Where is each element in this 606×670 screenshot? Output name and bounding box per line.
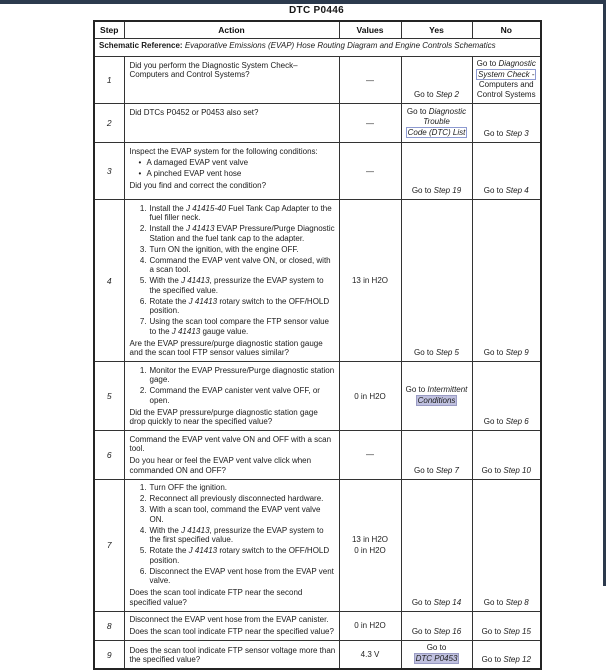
table-row xyxy=(94,479,541,611)
text-run: Go to xyxy=(426,643,447,652)
list-number: 1. xyxy=(139,203,147,213)
goto-line xyxy=(404,117,470,127)
goto-line xyxy=(475,186,539,196)
link-system-check[interactable]: System Check - xyxy=(478,70,535,79)
action-num xyxy=(130,317,336,336)
action-cell xyxy=(124,362,339,431)
text-run: Go to xyxy=(483,129,506,138)
text-run: Step 12 xyxy=(503,655,531,664)
action-num xyxy=(130,245,336,255)
action-num xyxy=(130,567,336,586)
goto-line xyxy=(475,655,539,665)
dtc-table xyxy=(93,20,542,670)
goto-line xyxy=(475,348,539,358)
step-cell: 5 xyxy=(94,362,124,431)
goto-line xyxy=(404,186,470,196)
header-row xyxy=(94,21,541,39)
no-cell xyxy=(472,431,541,480)
value-text: — xyxy=(366,450,374,460)
schematic-reference-text: Evaporative Emissions (EVAP) Hose Routing Diagram and Engine Controls Schematics xyxy=(184,41,496,50)
tool-number: J 41413 xyxy=(188,546,218,555)
yes-cell xyxy=(401,611,472,641)
table-row xyxy=(94,200,541,362)
goto-line xyxy=(404,627,470,637)
goto-line xyxy=(404,466,470,476)
action-num xyxy=(130,224,336,243)
step-cell: 8 xyxy=(94,611,124,641)
text-run: Step 14 xyxy=(433,597,462,607)
values-cell xyxy=(339,479,401,611)
table-row xyxy=(94,641,541,670)
list-text: With a scan tool, command the EVAP vent valve ON. xyxy=(149,505,321,524)
text-run: Go to xyxy=(414,348,436,357)
action-num xyxy=(130,386,336,405)
action-cell xyxy=(124,200,339,362)
action-bullet xyxy=(130,169,336,179)
text-run: Step 4 xyxy=(505,186,529,195)
table-row xyxy=(94,57,541,104)
text-run: Computers and xyxy=(478,80,534,89)
text-run: Go to xyxy=(411,597,434,607)
action-bullet xyxy=(130,158,336,168)
table-row xyxy=(94,104,541,143)
yes-cell xyxy=(401,431,472,480)
schematic-reference-label: Schematic Reference: xyxy=(99,41,183,50)
list-text: Using the scan tool compare the FTP sensor value to the J 41413 gauge value. xyxy=(149,317,329,336)
goto-line xyxy=(475,90,539,100)
action-cell xyxy=(124,479,339,611)
no-cell xyxy=(472,479,541,611)
bullet-icon: • xyxy=(138,157,142,167)
header-no: No xyxy=(472,21,541,39)
action-num xyxy=(130,256,336,275)
step-cell: 4 xyxy=(94,200,124,362)
step-cell: 7 xyxy=(94,479,124,611)
action-cell xyxy=(124,143,339,200)
action-p: Command the EVAP vent valve ON and OFF with a scan tool. xyxy=(129,434,332,453)
yes-cell xyxy=(401,362,472,431)
values-cell xyxy=(339,57,401,104)
yes-cell xyxy=(401,641,472,670)
goto-line xyxy=(475,80,539,90)
list-text: Reconnect all previously disconnected hardware. xyxy=(149,494,324,503)
text-run: Go to xyxy=(406,107,429,116)
list-number: 4. xyxy=(139,255,147,265)
list-text: Monitor the EVAP Pressure/Purge diagnostic station gage. xyxy=(149,365,335,384)
text-run: Diagnostic xyxy=(498,59,536,68)
list-number: 7. xyxy=(139,317,147,326)
value-text: 13 in H2O xyxy=(351,535,389,544)
text-run: Step 7 xyxy=(435,465,459,475)
dtc-table-body xyxy=(94,57,541,670)
text-run: Step 19 xyxy=(433,186,462,195)
text-run: Step 3 xyxy=(505,129,529,138)
step-cell: 6 xyxy=(94,431,124,480)
goto-line xyxy=(404,643,470,664)
action-q: Did you find and correct the condition? xyxy=(129,180,267,190)
action-p: Did DTCs P0452 or P0453 also set? xyxy=(129,107,259,117)
action-q: Are the EVAP pressure/purge diagnostic station gauge and the scan tool FTP sensor values similar? xyxy=(129,338,323,357)
list-text: Rotate the J 41413 rotary switch to the OFF/HOLD position. xyxy=(149,546,330,565)
action-num xyxy=(130,505,336,524)
text-run: Go to xyxy=(483,597,506,607)
goto-line xyxy=(475,59,539,69)
action-num xyxy=(130,297,336,316)
list-number: 2. xyxy=(139,494,147,503)
text-run: Trouble xyxy=(423,117,450,126)
no-cell xyxy=(472,57,541,104)
text-run: Control Systems xyxy=(476,90,536,99)
header-values: Values xyxy=(339,21,401,39)
text-run: Go to xyxy=(476,59,499,68)
goto-line xyxy=(404,127,470,138)
goto-line xyxy=(404,598,470,608)
yes-cell xyxy=(401,143,472,200)
page-title: DTC P0446 xyxy=(289,5,344,16)
goto-line xyxy=(475,466,539,476)
values-cell xyxy=(339,611,401,641)
table-row xyxy=(94,362,541,431)
text-run: Step 10 xyxy=(503,465,531,475)
yes-cell xyxy=(401,479,472,611)
list-text: Command the EVAP canister vent valve OFF, or open. xyxy=(149,386,320,405)
text-run: Go to xyxy=(483,186,506,195)
action-cell xyxy=(124,104,339,143)
goto-line xyxy=(404,395,470,406)
link-conditions[interactable]: Conditions xyxy=(417,396,456,405)
text-run: Step 9 xyxy=(505,348,529,357)
list-text: Disconnect the EVAP vent hose from the EVAP vent valve. xyxy=(149,566,334,585)
header-step: Step xyxy=(94,21,124,39)
text-run: Step 16 xyxy=(433,627,462,636)
yes-cell xyxy=(401,57,472,104)
text-run: Diagnostic xyxy=(428,107,467,116)
tool-number: J 41413 xyxy=(185,224,215,233)
list-text: Rotate the J 41413 rotary switch to the OFF/HOLD position. xyxy=(149,296,330,315)
table-row xyxy=(94,431,541,480)
values-cell xyxy=(339,200,401,362)
text-run: Step 15 xyxy=(503,627,531,636)
goto-line xyxy=(404,90,470,100)
list-number: 4. xyxy=(139,525,147,535)
no-cell xyxy=(472,362,541,431)
action-cell xyxy=(124,611,339,641)
goto-line xyxy=(404,107,470,117)
text-run: Go to xyxy=(481,465,504,475)
goto-line xyxy=(475,627,539,637)
bullet-icon: • xyxy=(138,168,142,178)
yes-cell xyxy=(401,200,472,362)
action-num xyxy=(130,483,336,493)
schematic-reference-row xyxy=(94,39,541,57)
tool-number: J 41413 xyxy=(181,276,210,285)
no-cell xyxy=(472,104,541,143)
value-text: 0 in H2O xyxy=(354,546,386,555)
table-row xyxy=(94,143,541,200)
step-cell: 9 xyxy=(94,641,124,670)
header-yes: Yes xyxy=(401,21,472,39)
window-top-edge xyxy=(0,0,606,4)
list-text: Turn OFF the ignition. xyxy=(149,483,228,492)
action-cell xyxy=(124,57,339,104)
action-p: Disconnect the EVAP vent hose from the EVAP canister. xyxy=(129,615,329,624)
link-dtc-p0453[interactable]: DTC P0453 xyxy=(415,654,458,663)
values-cell xyxy=(339,362,401,431)
goto-line xyxy=(475,129,539,139)
list-number: 5. xyxy=(139,276,147,285)
text-run: Go to xyxy=(414,465,436,475)
step-cell: 3 xyxy=(94,143,124,200)
value-text: 13 in H2O xyxy=(351,276,389,285)
tool-number: J 41413 xyxy=(181,525,210,535)
value-text: — xyxy=(366,75,374,85)
text-run: Go to xyxy=(411,186,434,195)
tool-number: J 41413 xyxy=(171,326,201,336)
values-cell xyxy=(339,143,401,200)
list-number: 1. xyxy=(139,483,147,492)
step-cell: 1 xyxy=(94,57,124,104)
text-run: Go to xyxy=(414,90,436,99)
bullet-text: A pinched EVAP vent hose xyxy=(146,168,242,178)
text-run: Go to xyxy=(411,627,434,636)
link-code-dtc-list[interactable]: Code (DTC) List xyxy=(407,128,466,137)
action-cell xyxy=(124,641,339,670)
text-run: Intermittent xyxy=(427,385,468,394)
action-cell xyxy=(124,431,339,480)
action-q: Did the EVAP pressure/purge diagnostic station gage drop quickly to near the specified value? xyxy=(129,407,318,426)
goto-line xyxy=(475,69,539,80)
value-text: — xyxy=(366,166,374,176)
schematic-reference-cell xyxy=(94,39,541,57)
text-run: Step 6 xyxy=(505,417,529,426)
goto-line xyxy=(404,348,470,358)
list-number: 2. xyxy=(139,386,147,395)
list-number: 3. xyxy=(139,505,147,514)
action-num xyxy=(130,494,336,504)
text-run: Step 8 xyxy=(505,597,529,607)
list-number: 6. xyxy=(139,296,147,306)
value-text: 4.3 V xyxy=(360,650,380,659)
list-text: Command the EVAP vent valve ON, or closed, with a scan tool. xyxy=(149,255,331,274)
goto-line xyxy=(475,598,539,608)
table-header xyxy=(94,21,541,57)
list-text: Turn ON the ignition, with the engine OFF. xyxy=(149,244,299,254)
no-cell xyxy=(472,641,541,670)
text-run: Step 5 xyxy=(435,348,459,357)
list-number: 6. xyxy=(139,566,147,576)
action-q: Do you hear or feel the EVAP vent valve click when commanded ON and OFF? xyxy=(129,456,312,475)
table-row xyxy=(94,611,541,641)
values-cell xyxy=(339,641,401,670)
list-number: 2. xyxy=(139,224,147,233)
no-cell xyxy=(472,143,541,200)
text-run: Go to xyxy=(481,655,504,664)
step-cell: 2 xyxy=(94,104,124,143)
list-text: Install the J 41413 EVAP Pressure/Purge Diagnostic Station and the fuel tank cap to the adapter. xyxy=(149,224,335,243)
values-cell xyxy=(339,431,401,480)
text-run: Go to xyxy=(405,385,428,394)
action-q: Does the scan tool indicate FTP near the second specified value? xyxy=(129,588,303,607)
value-text: — xyxy=(366,118,374,128)
list-number: 1. xyxy=(139,365,147,375)
action-num xyxy=(130,204,336,223)
list-text: With the J 41413, pressurize the EVAP system to the first specified value. xyxy=(149,525,324,544)
tool-number: J 41413 xyxy=(188,296,218,306)
no-cell xyxy=(472,200,541,362)
text-run: Go to xyxy=(483,417,506,426)
action-q: Does the scan tool indicate FTP near the specified value? xyxy=(129,627,334,636)
yes-cell xyxy=(401,104,472,143)
value-text: 0 in H2O xyxy=(354,621,386,631)
no-cell xyxy=(472,611,541,641)
action-num xyxy=(130,366,336,385)
action-num xyxy=(130,526,336,545)
tool-number: J 41415-40 xyxy=(185,203,226,213)
text-run: Go to xyxy=(481,627,504,636)
list-text: Install the J 41415-40 Fuel Tank Cap Adapter to the fuel filler neck. xyxy=(149,203,332,222)
action-p: Inspect the EVAP system for the following conditions: xyxy=(129,146,318,156)
goto-line xyxy=(404,385,470,395)
text-run: Go to xyxy=(483,348,506,357)
bullet-text: A damaged EVAP vent valve xyxy=(146,157,249,167)
list-text: With the J 41413, pressurize the EVAP system to the specified value. xyxy=(149,276,324,295)
text-run: Step 2 xyxy=(435,90,459,99)
values-cell xyxy=(339,104,401,143)
action-num xyxy=(130,276,336,295)
action-num xyxy=(130,546,336,565)
action-p: Did you perform the Diagnostic System Check–Computers and Control Systems? xyxy=(129,60,298,79)
goto-line xyxy=(475,417,539,427)
value-text: 0 in H2O xyxy=(354,391,386,401)
action-q: Does the scan tool indicate FTP sensor voltage more than the specified value? xyxy=(129,645,336,664)
list-number: 3. xyxy=(139,244,147,254)
header-action: Action xyxy=(124,21,339,39)
list-number: 5. xyxy=(139,546,147,555)
